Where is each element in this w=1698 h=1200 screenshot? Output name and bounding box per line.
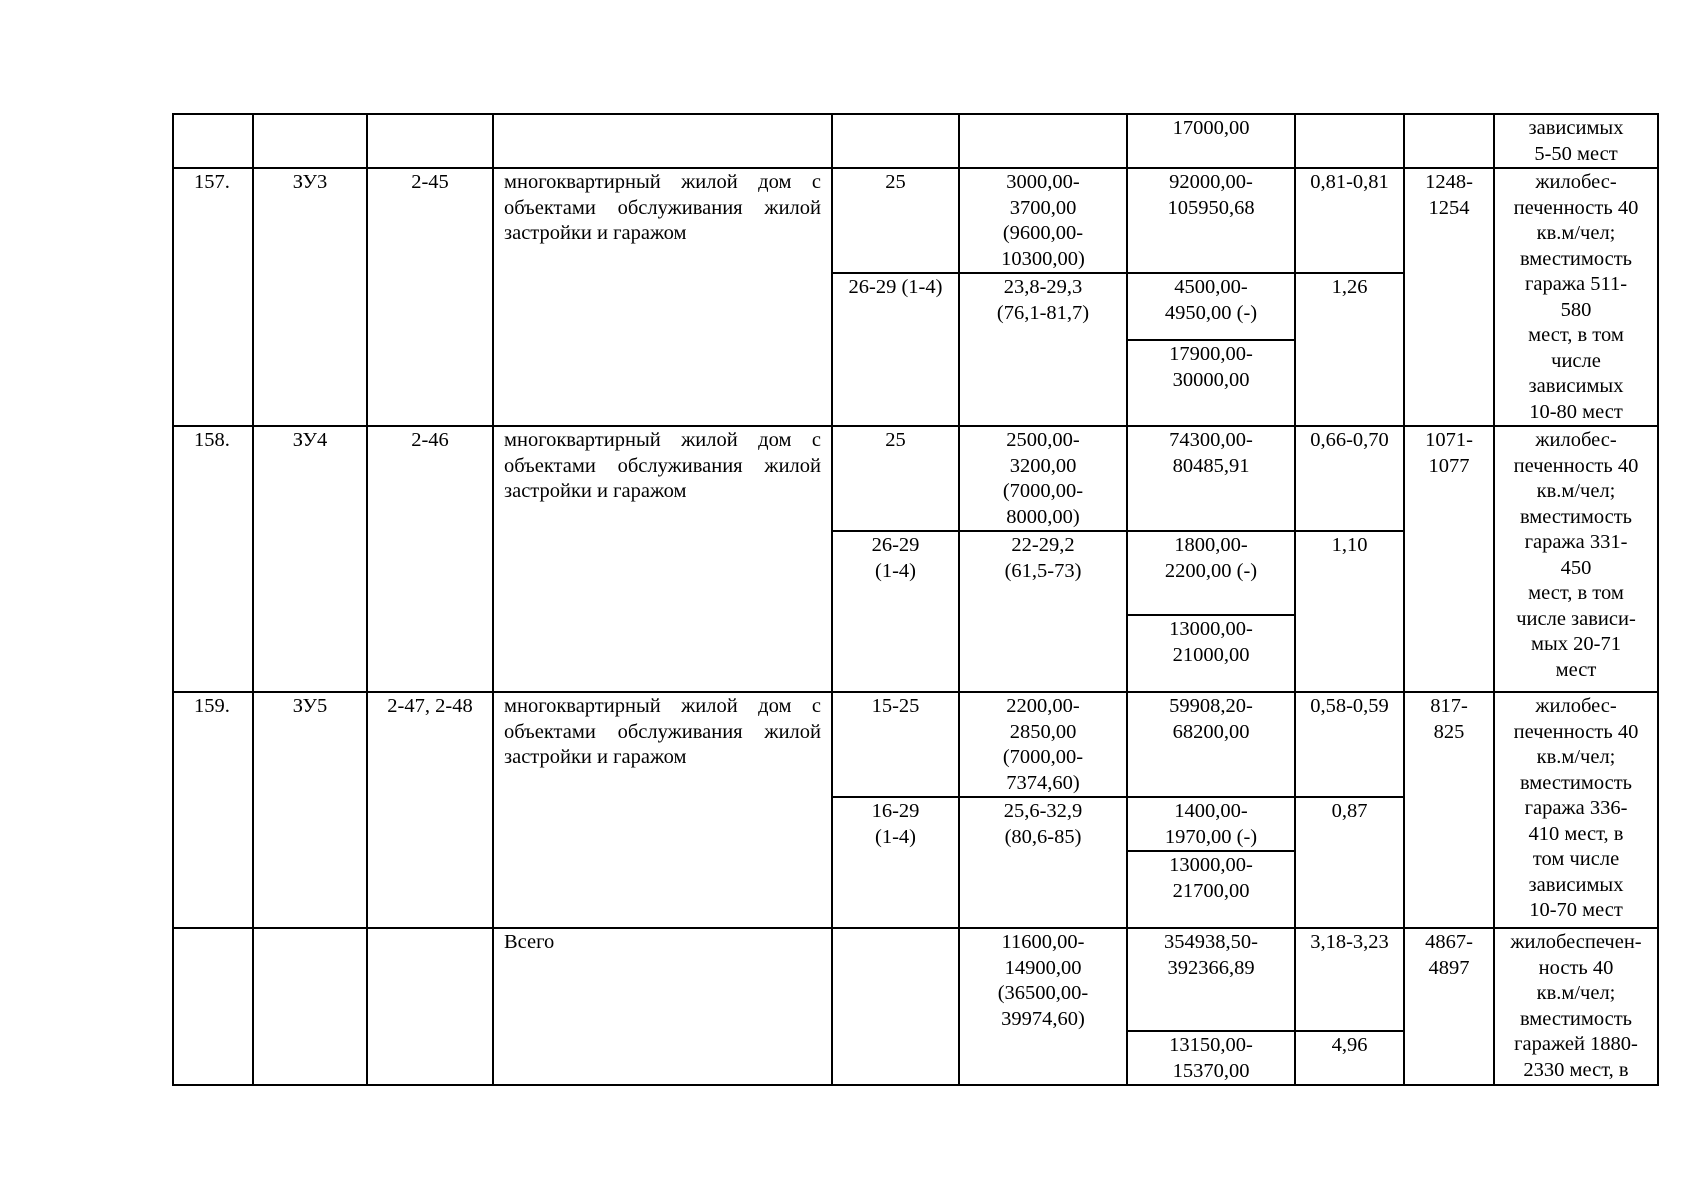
empty-cell	[253, 114, 367, 168]
total-note-cell	[1494, 928, 1658, 1085]
cell-line: зависимых	[1528, 375, 1624, 397]
cell-line: 21700,00	[1172, 879, 1250, 902]
cell-line: жилобес-	[1535, 171, 1617, 193]
table-row	[173, 426, 1658, 531]
note-cell	[1494, 168, 1658, 426]
cell-line: (7000,00-	[1002, 480, 1084, 502]
cell-line: застройки и гаражом	[504, 480, 687, 502]
cell-line: многоквартирный жилой дом с	[504, 429, 821, 451]
cell-line: зависимых	[1528, 873, 1624, 896]
cell-line: 13000,00-	[1169, 618, 1253, 640]
cell-line: мест	[1555, 658, 1597, 681]
cell-line: кв.м/чел;	[1536, 480, 1616, 502]
row-number: 158.	[173, 426, 253, 692]
coef-cell: 0,66-0,70	[1295, 426, 1404, 531]
cell-line: гаража 511-	[1524, 273, 1628, 295]
height-cell	[959, 531, 1127, 692]
cell-line: 10300,00)	[1001, 247, 1085, 270]
cell-line: 23,8-29,3	[1003, 276, 1083, 298]
cell-line: многоквартирный жилой дом с	[504, 695, 821, 717]
coef-cell: 0,81-0,81	[1295, 168, 1404, 273]
empty-cell	[253, 928, 367, 1085]
cell-line: застройки и гаражом	[504, 746, 687, 768]
cell-line: 4500,00-	[1174, 276, 1248, 298]
total-coef-cell: 3,18-3,23	[1295, 928, 1404, 1031]
zu-cell: ЗУ5	[253, 692, 367, 928]
cell-line: 4897	[1428, 956, 1470, 979]
empty-cell	[832, 114, 959, 168]
zu-cell: ЗУ4	[253, 426, 367, 692]
cell-line: гаража 336-	[1524, 797, 1628, 819]
total-people-cell	[1404, 928, 1494, 1085]
cell-line: 825	[1433, 720, 1465, 743]
row-number: 157.	[173, 168, 253, 426]
empty-cell	[173, 114, 253, 168]
empty-cell	[367, 114, 493, 168]
note-cell	[1494, 692, 1658, 928]
cell-line: 392366,89	[1167, 956, 1255, 979]
description-cell	[493, 692, 832, 928]
height-cell	[959, 692, 1127, 797]
cell-line: мест, в том	[1528, 582, 1624, 604]
height-cell	[959, 168, 1127, 273]
area-cell	[1127, 615, 1295, 692]
floors-cell	[832, 797, 959, 928]
cell-line: 4950,00 (-)	[1164, 301, 1258, 324]
people-cell	[1404, 426, 1494, 692]
cell-line: 1248-	[1425, 171, 1473, 193]
cell-line: 3200,00	[1009, 454, 1077, 477]
cell-line: 21000,00	[1172, 643, 1250, 666]
cell-line: 25,6-32,9	[1003, 800, 1083, 822]
cell-line: 8000,00)	[1006, 505, 1080, 528]
note-cell	[1494, 426, 1658, 692]
cell-line: 17900,00-	[1169, 343, 1253, 365]
cell-line: ность 40	[1538, 956, 1614, 979]
cell-line: 80485,91	[1172, 454, 1250, 477]
coef-cell: 1,10	[1295, 531, 1404, 692]
empty-cell	[1295, 114, 1404, 168]
cell-line: вместимость	[1519, 1007, 1633, 1030]
cell-line: 1071-	[1425, 429, 1473, 451]
cell-line: печенность 40	[1513, 720, 1639, 743]
area-cell	[1127, 531, 1295, 615]
cell-line: 4867-	[1425, 931, 1473, 953]
area-cell	[1127, 692, 1295, 797]
empty-cell	[832, 928, 959, 1085]
floors-cell: 25	[832, 168, 959, 273]
cell-line: 7374,60)	[1006, 771, 1080, 794]
people-cell	[1404, 692, 1494, 928]
note-cell	[1494, 114, 1658, 168]
cell-line: 450	[1560, 556, 1592, 579]
floors-cell	[832, 531, 959, 692]
empty-cell	[959, 114, 1127, 168]
cell-line: 354938,50-	[1164, 931, 1258, 953]
cell-line: (61,5-73)	[1004, 559, 1082, 582]
area-cell	[1127, 168, 1295, 273]
area-cell	[1127, 273, 1295, 340]
cell-line: 1254	[1428, 196, 1470, 219]
total-area-cell	[1127, 1031, 1295, 1085]
total-area-cell	[1127, 928, 1295, 1031]
cell-line: гаража 331-	[1524, 531, 1628, 553]
cell-line: 2200,00-	[1006, 695, 1080, 717]
cell-line: 59908,20-	[1169, 695, 1253, 717]
zu-cell: ЗУ3	[253, 168, 367, 426]
height-cell	[959, 797, 1127, 928]
area-cell: 17000,00	[1127, 114, 1295, 168]
cell-line: 3700,00	[1009, 196, 1077, 219]
cell-line: мест, в том	[1528, 324, 1624, 346]
cell-line: 39974,60)	[1001, 1007, 1085, 1030]
cell-line: том числе	[1532, 848, 1620, 870]
description-cell	[493, 168, 832, 426]
description-cell	[493, 426, 832, 692]
empty-cell	[173, 928, 253, 1085]
cell-line: 2850,00	[1009, 720, 1077, 743]
cell-line: застройки и гаражом	[504, 222, 687, 244]
cell-line: зависимых	[1528, 117, 1624, 139]
floors-cell: 15-25	[832, 692, 959, 797]
cell-line: 10-70 мест	[1529, 899, 1623, 921]
cell-line: вместимость	[1519, 505, 1633, 528]
cell-line: кв.м/чел;	[1536, 222, 1616, 244]
table-row	[173, 692, 1658, 797]
cell-line: жилобес-	[1535, 695, 1617, 717]
cell-line: 16-29	[871, 800, 920, 822]
cell-line: 13000,00-	[1169, 854, 1253, 876]
cell-line: 68200,00	[1172, 720, 1250, 743]
plots-cell: 2-47, 2-48	[367, 692, 493, 928]
plots-cell: 2-46	[367, 426, 493, 692]
area-cell	[1127, 426, 1295, 531]
cell-line: 14900,00	[1004, 956, 1082, 979]
cell-line: 2500,00-	[1006, 429, 1080, 451]
cell-line: 74300,00-	[1169, 429, 1253, 451]
cell-line: 410 мест, в	[1528, 822, 1624, 845]
floors-cell: 26-29 (1-4)	[832, 273, 959, 426]
table-row	[173, 168, 1658, 273]
cell-line: (36500,00-	[997, 982, 1089, 1004]
empty-cell	[367, 928, 493, 1085]
cell-line: 2330 мест, в	[1523, 1058, 1629, 1081]
area-cell	[1127, 797, 1295, 851]
cell-line: 92000,00-	[1169, 171, 1253, 193]
cell-line: 5-50 мест	[1534, 142, 1618, 165]
cell-line: 11600,00-	[1001, 931, 1085, 953]
cell-line: (1-4)	[875, 825, 916, 848]
cell-line: объектами обслуживания жилой	[504, 720, 821, 743]
cell-line: 1077	[1428, 454, 1470, 477]
cell-line: 580	[1560, 298, 1592, 321]
coef-cell: 0,58-0,59	[1295, 692, 1404, 797]
cell-line: 105950,68	[1167, 196, 1255, 219]
table-row	[173, 928, 1658, 1031]
cell-line: многоквартирный жилой дом с	[504, 171, 821, 193]
cell-line: 30000,00	[1172, 368, 1250, 391]
cell-line: мых 20-71	[1531, 633, 1621, 655]
cell-line: кв.м/чел;	[1536, 982, 1616, 1004]
cell-line: жилобеспечен-	[1510, 931, 1642, 953]
cell-line: (7000,00-	[1002, 746, 1084, 768]
coef-cell: 0,87	[1295, 797, 1404, 928]
cell-line: кв.м/чел;	[1536, 746, 1616, 768]
cell-line: (76,1-81,7)	[996, 301, 1090, 324]
cell-line: числе зависи-	[1516, 607, 1636, 630]
height-cell	[959, 426, 1127, 531]
empty-cell	[493, 114, 832, 168]
plots-cell: 2-45	[367, 168, 493, 426]
cell-line: печенность 40	[1513, 454, 1639, 477]
cell-line: 15370,00	[1172, 1059, 1250, 1082]
cell-line: 3000,00-	[1006, 171, 1080, 193]
cell-line: вместимость	[1519, 247, 1633, 270]
cell-line: вместимость	[1519, 771, 1633, 794]
height-cell	[959, 273, 1127, 426]
data-table	[172, 113, 1659, 1086]
cell-line: 1970,00 (-)	[1164, 825, 1258, 848]
cell-line: печенность 40	[1513, 196, 1639, 219]
cell-line: 26-29	[871, 534, 920, 556]
total-coef-cell: 4,96	[1295, 1031, 1404, 1085]
floors-cell: 25	[832, 426, 959, 531]
cell-line: (80,6-85)	[1004, 825, 1082, 848]
cell-line: 817-	[1430, 695, 1468, 717]
cell-line: 13150,00-	[1169, 1034, 1253, 1056]
cell-line: гаражей 1880-	[1514, 1033, 1638, 1055]
cell-line: объектами обслуживания жилой	[504, 454, 821, 477]
cell-line: (9600,00-	[1002, 222, 1084, 244]
cell-line: 22-29,2	[1011, 534, 1075, 556]
people-cell	[1404, 168, 1494, 426]
cell-line: объектами обслуживания жилой	[504, 196, 821, 219]
area-cell	[1127, 851, 1295, 928]
total-height-cell	[959, 928, 1127, 1085]
area-cell	[1127, 340, 1295, 426]
row-number: 159.	[173, 692, 253, 928]
cell-line: 1800,00-	[1174, 534, 1248, 556]
table-row	[173, 114, 1658, 168]
cell-line: 1400,00-	[1174, 800, 1248, 822]
empty-cell	[1404, 114, 1494, 168]
total-label: Всего	[493, 928, 832, 1085]
coef-cell: 1,26	[1295, 273, 1404, 426]
cell-line: жилобес-	[1535, 429, 1617, 451]
cell-line: числе	[1551, 349, 1601, 372]
cell-line: (1-4)	[875, 559, 916, 582]
cell-line: 2200,00 (-)	[1164, 559, 1258, 582]
cell-line: 10-80 мест	[1529, 400, 1623, 423]
